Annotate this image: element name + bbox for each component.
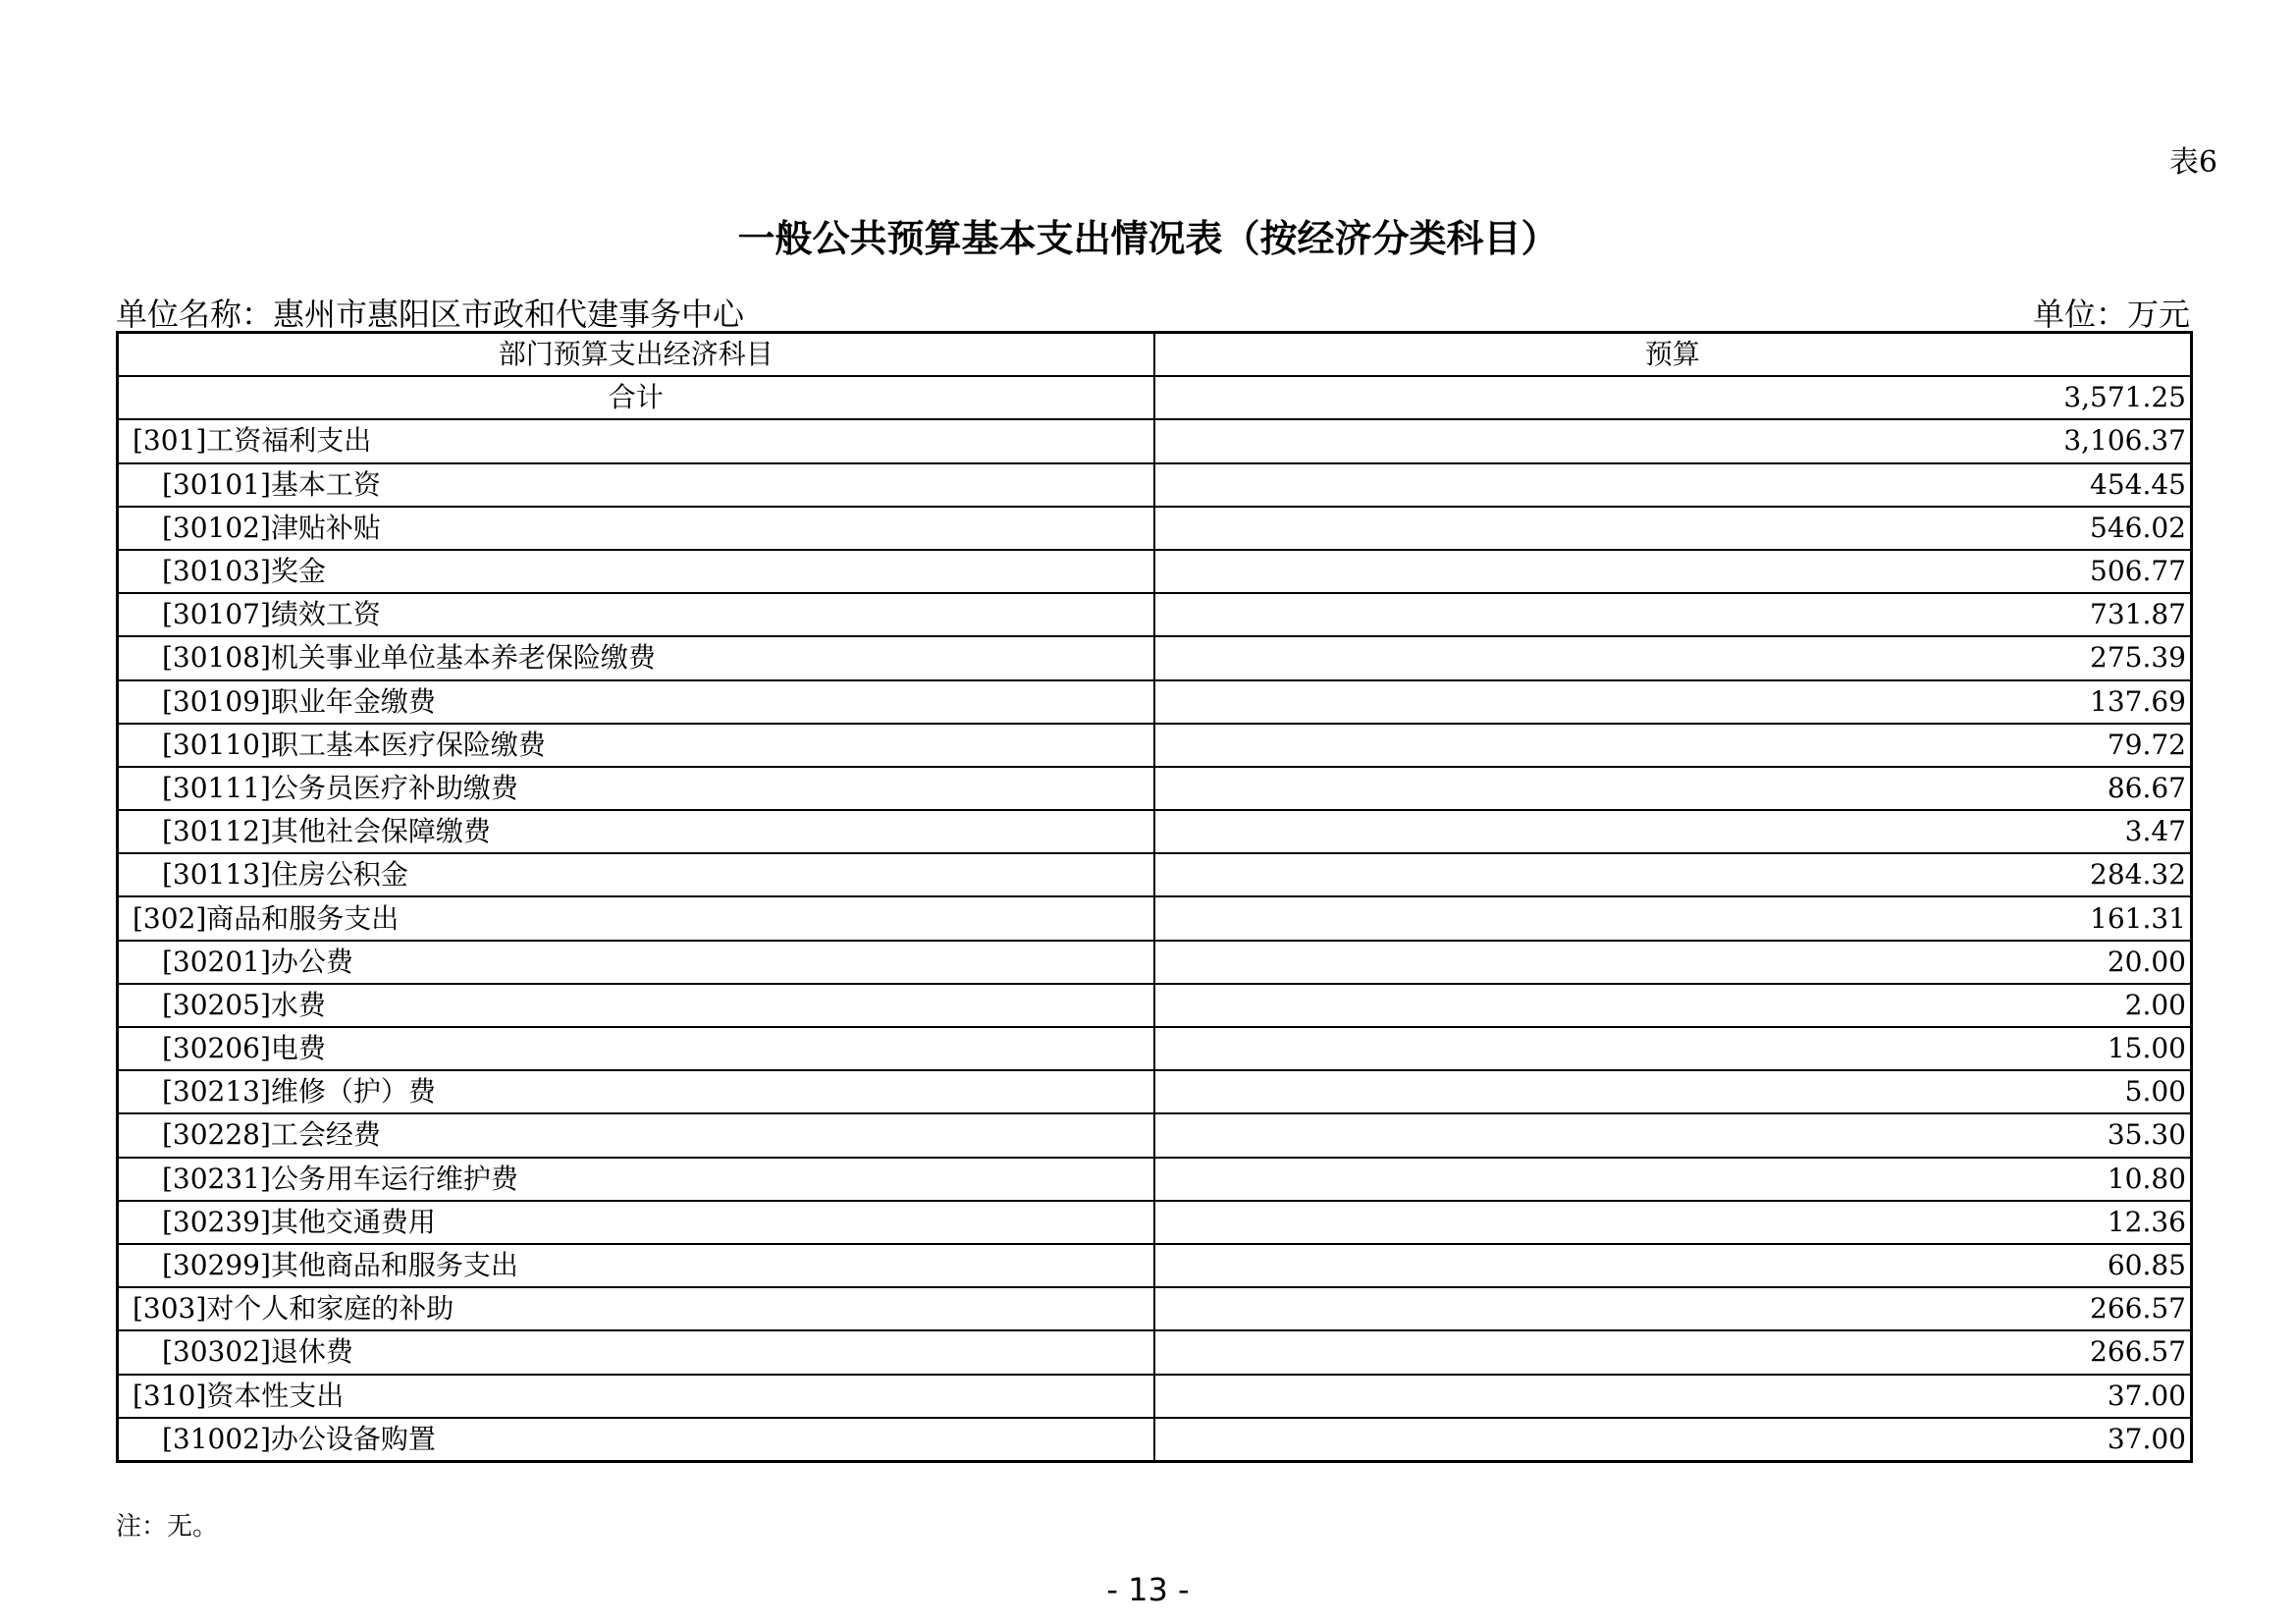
row-category: [30213]维修（护）费 [118, 1070, 1154, 1113]
table-row [118, 1201, 2192, 1244]
table-header-row [118, 333, 2192, 377]
row-category: [31002]办公设备购置 [118, 1418, 1154, 1462]
row-category: [30113]住房公积金 [118, 853, 1154, 896]
row-category: [30111]公务员医疗补助缴费 [118, 767, 1154, 810]
row-category: [30205]水费 [118, 984, 1154, 1027]
row-category: [30108]机关事业单位基本养老保险缴费 [118, 636, 1154, 679]
table-row [118, 1027, 2192, 1070]
row-value: 275.39 [1154, 636, 2192, 679]
row-category: [30239]其他交通费用 [118, 1201, 1154, 1244]
row-value: 79.72 [1154, 724, 2192, 767]
header-budget: 预算 [1154, 333, 2192, 377]
table-row [118, 853, 2192, 896]
footnote: 注：无。 [116, 1512, 219, 1542]
row-value: 12.36 [1154, 1201, 2192, 1244]
row-value: 5.00 [1154, 1070, 2192, 1113]
row-category: [30107]绩效工资 [118, 593, 1154, 636]
row-value: 3,106.37 [1154, 419, 2192, 462]
row-value: 546.02 [1154, 507, 2192, 550]
row-value: 15.00 [1154, 1027, 2192, 1070]
row-value: 161.31 [1154, 896, 2192, 940]
unit-name: 单位名称：惠州市惠阳区市政和代建事务中心 [116, 296, 745, 333]
row-value: 454.45 [1154, 463, 2192, 507]
table-row [118, 1287, 2192, 1330]
row-value: 37.00 [1154, 1375, 2192, 1418]
table-row [118, 984, 2192, 1027]
total-row [118, 376, 2192, 419]
row-value: 2.00 [1154, 984, 2192, 1027]
unit-info-row [116, 290, 2190, 335]
budget-table [116, 331, 2193, 1463]
table-row [118, 463, 2192, 507]
row-value: 10.80 [1154, 1158, 2192, 1201]
total-value: 3,571.25 [1154, 376, 2192, 419]
row-category: [30103]奖金 [118, 550, 1154, 593]
table-row [118, 1070, 2192, 1113]
table-row [118, 941, 2192, 984]
row-value: 3.47 [1154, 810, 2192, 853]
row-category: [301]工资福利支出 [118, 419, 1154, 462]
page-title: 一般公共预算基本支出情况表（按经济分类科目） [737, 217, 1559, 260]
header-category: 部门预算支出经济科目 [118, 333, 1154, 377]
row-category: [303]对个人和家庭的补助 [118, 1287, 1154, 1330]
table-row [118, 767, 2192, 810]
row-category: [30228]工会经费 [118, 1113, 1154, 1157]
row-value: 37.00 [1154, 1418, 2192, 1462]
row-category: [30109]职业年金缴费 [118, 680, 1154, 724]
row-value: 731.87 [1154, 593, 2192, 636]
row-category: [30206]电费 [118, 1027, 1154, 1070]
row-value: 35.30 [1154, 1113, 2192, 1157]
row-category: [30231]公务用车运行维护费 [118, 1158, 1154, 1201]
table-number: 表6 [2168, 145, 2217, 180]
table-row [118, 636, 2192, 679]
table-row [118, 1113, 2192, 1157]
row-category: [30101]基本工资 [118, 463, 1154, 507]
row-value: 506.77 [1154, 550, 2192, 593]
page-number: - 13 - [1106, 1571, 1190, 1608]
row-category: [30112]其他社会保障缴费 [118, 810, 1154, 853]
table-row [118, 896, 2192, 940]
total-label: 合计 [118, 376, 1154, 419]
row-category: [30299]其他商品和服务支出 [118, 1244, 1154, 1287]
table-row [118, 680, 2192, 724]
table-row [118, 724, 2192, 767]
table-row [118, 1158, 2192, 1201]
row-category: [30201]办公费 [118, 941, 1154, 984]
row-value: 284.32 [1154, 853, 2192, 896]
row-category: [302]商品和服务支出 [118, 896, 1154, 940]
row-category: [310]资本性支出 [118, 1375, 1154, 1418]
table-row [118, 593, 2192, 636]
row-category: [30110]职工基本医疗保险缴费 [118, 724, 1154, 767]
row-value: 137.69 [1154, 680, 2192, 724]
unit-measure: 单位：万元 [2032, 296, 2190, 333]
row-value: 266.57 [1154, 1287, 2192, 1330]
table-row [118, 1375, 2192, 1418]
table-row [118, 810, 2192, 853]
table-row [118, 507, 2192, 550]
row-value: 86.67 [1154, 767, 2192, 810]
table-row [118, 419, 2192, 462]
table-row [118, 550, 2192, 593]
table-row [118, 1330, 2192, 1374]
row-value: 20.00 [1154, 941, 2192, 984]
row-category: [30302]退休费 [118, 1330, 1154, 1374]
table-row [118, 1244, 2192, 1287]
row-value: 266.57 [1154, 1330, 2192, 1374]
table-row [118, 1418, 2192, 1462]
row-value: 60.85 [1154, 1244, 2192, 1287]
row-category: [30102]津贴补贴 [118, 507, 1154, 550]
